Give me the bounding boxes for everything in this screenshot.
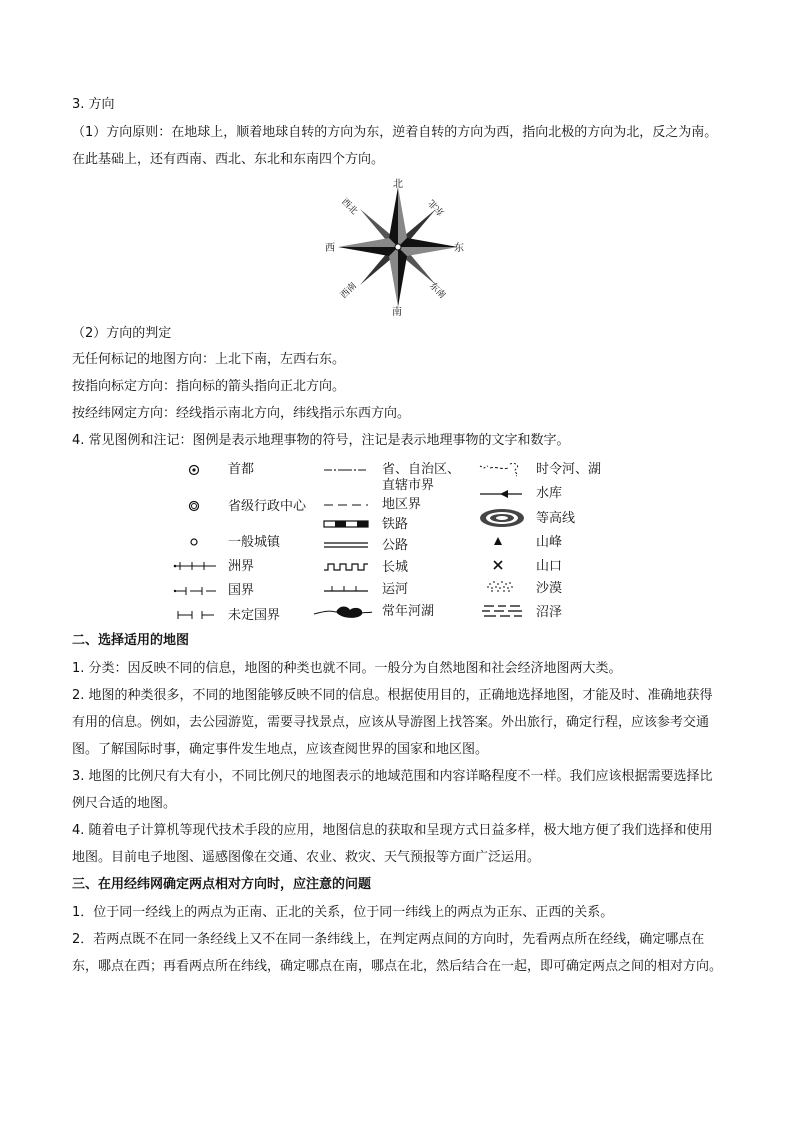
section-2-paragraph-2: 2. 地图的种类很多，不同的地图能够反映不同的信息。根据使用目的，正确地选择地图，才能及时、准确地获得有用的信息。例如，去公园游览，需要寻找景点，应该从导游图上找答案。外出旅行，确定行程，应该参考交通图。了解国际时事，确定事件发生地点，应该查阅世界的国家和地区图。 [72,688,713,757]
compass-east-label: 东 [454,243,464,254]
legend-perennial-river-lake-label: 常年河湖 [382,604,435,619]
direction-principle-paragraph: （1）方向原则：在地球上，顺着地球自转的方向为东，逆着自转的方向为西，指向北极的方向为北，反之为南。在此基础上，还有西南、西北、东北和东南四个方向。 [72,125,718,167]
section-2-paragraph-3: 3. 地图的比例尺有大有小，不同比例尺的地图表示的地域范围和内容详略程度不一样。我们应该根据需要选择比例尺合适的地图。 [72,769,713,811]
legend-swamp-label: 沼泽 [536,605,563,620]
section-3-heading-graticule: 三、在用经纬网确定两点相对方向时，应注意的问题 [72,877,372,892]
reservoir-symbol-icon [478,488,526,500]
compass-south-label: 南 [392,307,402,318]
compass-west-label: 西 [325,243,335,254]
provincial-capital-symbol-icon [188,500,200,512]
direction-rule-north-arrow: 按指向标定方向：指向标的箭头指向正北方向。 [72,379,346,394]
canal-symbol-icon [322,583,370,595]
legend-contour-line-label: 等高线 [536,511,576,526]
legend-desert-label: 沙漠 [536,581,563,596]
legend-seasonal-river-lake-label: 时令河、湖 [536,462,602,477]
mountain-peak-symbol-icon [492,535,504,547]
compass-southwest-label: 西南 [339,281,359,301]
direction-judgement-subheading: （2）方向的判定 [72,326,172,341]
legend-mountain-pass-label: 山口 [536,559,563,574]
legend-provincial-boundary-label: 省、自治区、 [382,462,461,477]
legend-reservoir-label: 水库 [536,486,563,501]
district-boundary-symbol-icon [322,499,370,511]
highway-symbol-icon [322,539,370,551]
swamp-symbol-icon [480,603,524,621]
compass-southeast-label: 东南 [427,281,447,301]
section-3-heading: 3. 方向 [72,97,115,112]
legend-intro-line: 4. 常见图例和注记：图例是表示地理事物的符号，注记是表示地理事物的文字和数字。 [72,433,570,448]
legend-highway-label: 公路 [382,538,409,553]
town-symbol-icon [189,537,199,547]
continent-boundary-symbol-icon [172,560,218,572]
compass-northwest-label: 西北 [339,197,359,217]
seasonal-river-lake-symbol-icon [478,460,526,478]
national-boundary-symbol-icon [172,585,218,597]
legend-national-boundary-label: 国界 [228,583,255,598]
direction-rule-graticule: 按经纬网定方向：经线指示南北方向，纬线指示东西方向。 [72,406,411,421]
legend-continent-boundary-label: 洲界 [228,559,255,574]
desert-symbol-icon [482,578,518,594]
capital-symbol-icon [188,464,200,476]
legend-undetermined-boundary-label: 未定国界 [228,608,281,623]
compass-north-label: 北 [393,179,403,190]
legend-canal-label: 运河 [382,582,409,597]
legend-provincial-capital-label: 省级行政中心 [228,499,307,514]
great-wall-symbol-icon [322,561,370,573]
legend-provincial-boundary-label-line2: 直辖市界 [382,478,435,493]
compass-northeast-label: 东北 [427,197,447,217]
direction-rule-no-marks: 无任何标记的地图方向：上北下南，左西右东。 [72,352,346,367]
contour-line-symbol-icon [478,507,526,529]
section-2-heading: 二、选择适用的地图 [72,633,190,648]
legend-district-boundary-label: 地区界 [382,497,422,512]
section-3-paragraph-1: 1．位于同一经线上的两点为正南、正北的关系，位于同一纬线上的两点为正东、正西的关系。 [72,905,614,920]
legend-capital-label: 首都 [228,462,255,477]
compass-rose-icon [320,175,470,320]
section-3-paragraph-2: 2．若两点既不在同一条经线上又不在同一条纬线上，在判定两点间的方向时，先看两点所在经线，确定哪点在东，哪点在西；再看两点所在纬线，确定哪点在南，哪点在北，然后结合在一起，即可确定两点之间的相对方向。 [72,932,723,974]
mountain-pass-symbol-icon [492,559,504,571]
perennial-river-lake-symbol-icon [312,600,374,622]
undetermined-boundary-symbol-icon [172,609,218,621]
legend-town-label: 一般城镇 [228,535,281,550]
legend-great-wall-label: 长城 [382,560,409,575]
legend-mountain-peak-label: 山峰 [536,535,563,550]
legend-railway-label: 铁路 [382,517,409,532]
compass-rose-diagram [320,175,470,320]
railway-symbol-icon [322,518,370,530]
section-2-paragraph-1: 1. 分类：因反映不同的信息，地图的种类也就不同。一般分为自然地图和社会经济地图两大类。 [72,661,622,676]
provincial-boundary-symbol-icon [322,464,370,476]
section-2-paragraph-4: 4. 随着电子计算机等现代技术手段的应用，地图信息的获取和呈现方式日益多样，极大地方便了我们选择和使用地图。目前电子地图、遥感图像在交通、农业、救灾、天气预报等方面广泛运用。 [72,823,713,865]
